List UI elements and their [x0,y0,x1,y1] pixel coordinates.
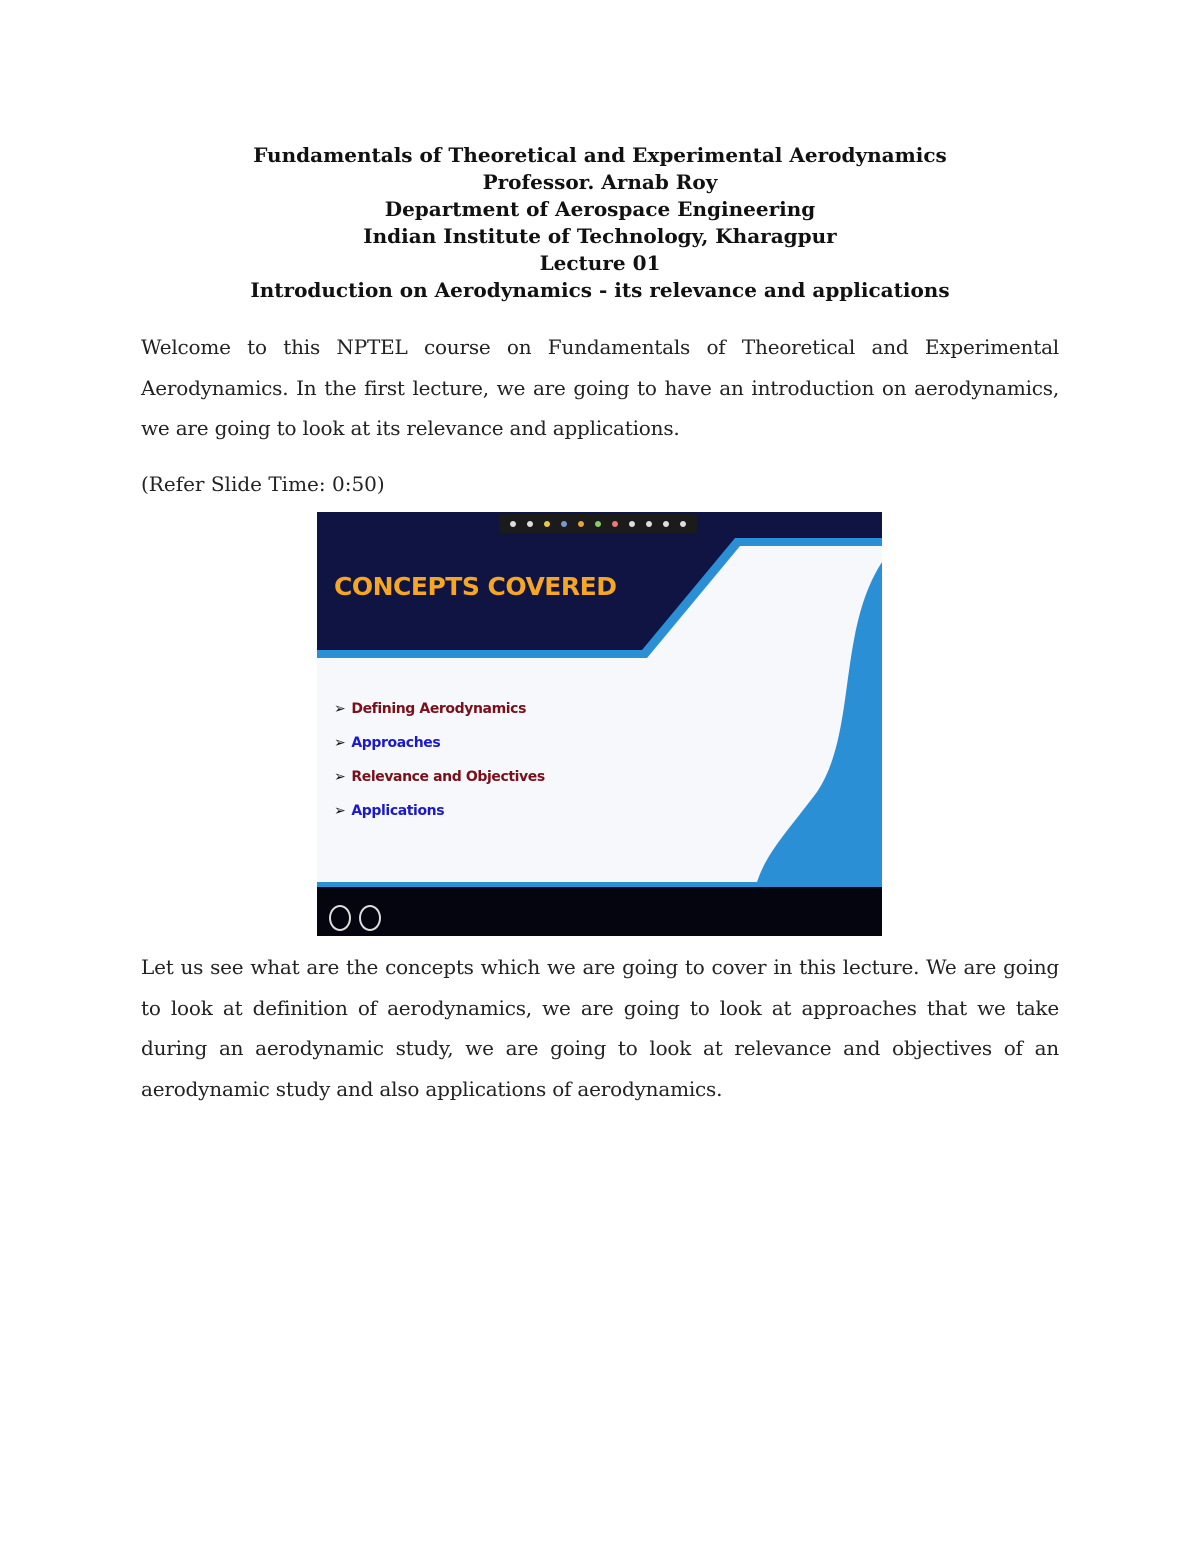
bullet-arrow-icon: ➢ [334,803,346,819]
pen-icon [544,521,550,527]
bullet-item [334,794,545,828]
bullet-text: Approaches [351,735,441,751]
bullet-item [334,726,545,760]
lecture-topic: Introduction on Aerodynamics - its relevance and applications [250,278,950,302]
document-header [0,142,1200,304]
institute-name: Indian Institute of Technology, Kharagpur [363,224,837,248]
slide-logos [329,905,381,931]
bullet-arrow-icon: ➢ [334,735,346,751]
intro-paragraph: Welcome to this NPTEL course on Fundamentals of Theoretical and Experimental Aerodynamics. In the first lecture, we are going to have an introduction on aerodynamics, we are going to look at its relevance and applications. [141,335,1059,440]
slide-image [317,512,882,936]
lecture-number: Lecture 01 [539,251,661,275]
grid-icon [663,521,669,527]
bullet-arrow-icon: ➢ [334,769,346,785]
closing-paragraph: Let us see what are the concepts which we are going to cover in this lecture. We are going to look at definition of aerodynamics, we are going to look at approaches that we take during an aerodynamic study, we are going to look at relevance and objectives of an aerodynamic study and also applications of aerodynamics. [141,955,1059,1101]
annotation-toolbar [499,514,697,533]
nptel-logo-icon [359,905,381,931]
department-name: Department of Aerospace Engineering [384,197,816,221]
eraser-icon [612,521,618,527]
bullet-arrow-icon: ➢ [334,701,346,717]
text-icon [646,521,652,527]
shape-icon [629,521,635,527]
professor-name: Professor. Arnab Roy [482,170,718,194]
bullet-text: Applications [351,803,445,819]
refer-slide-time: (Refer Slide Time: 0:50) [141,472,385,496]
bullet-item [334,692,545,726]
slide-title: CONCEPTS COVERED [334,572,617,601]
slide-bullet-list [334,692,545,828]
pointer-icon [510,521,516,527]
brush-icon [595,521,601,527]
course-title: Fundamentals of Theoretical and Experimental Aerodynamics [253,143,947,167]
marker-icon [578,521,584,527]
arrow-icon [527,521,533,527]
bullet-item [334,760,545,794]
close-icon [680,521,686,527]
bullet-text: Defining Aerodynamics [351,701,527,717]
bullet-text: Relevance and Objectives [351,769,545,785]
iit-kgp-logo-icon [329,905,351,931]
highlighter-icon [561,521,567,527]
